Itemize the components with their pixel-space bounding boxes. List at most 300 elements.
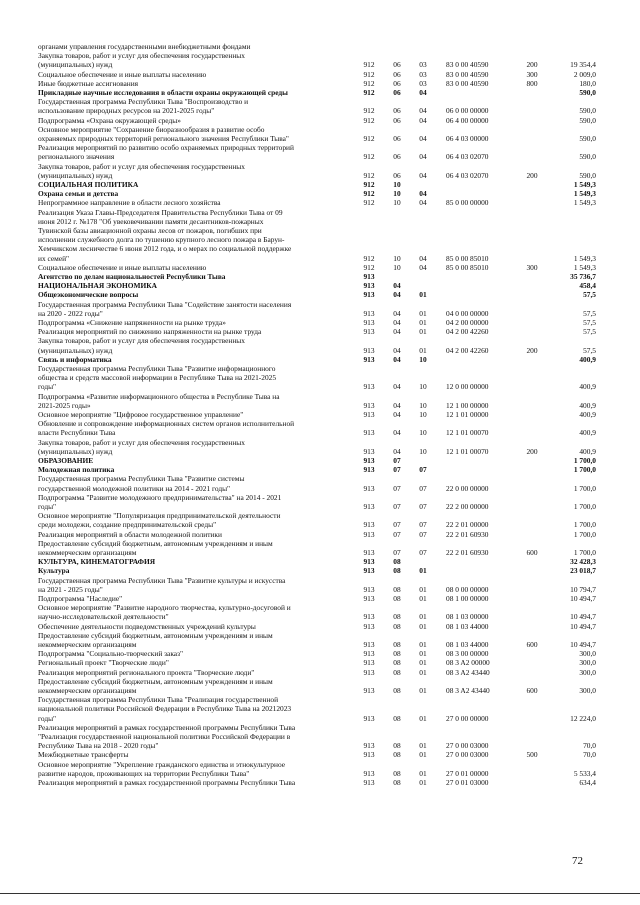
admin-code-cell: 913 [363,308,375,318]
admin-code-cell: 913 [363,455,375,465]
admin-code-cell: 913 [363,483,375,493]
table-row [38,511,598,529]
admin-code-cell: 912 [363,87,375,97]
amount-cell: 590,0 [579,170,596,180]
section-code-cell: 08 [393,750,401,760]
table-row [38,419,598,437]
target-article-code-cell: 12 0 00 00000 [446,382,489,392]
admin-code-cell: 912 [363,253,375,263]
target-article-code-cell: 12 1 00 00000 [446,400,489,410]
section-code-cell: 10 [393,179,401,189]
amount-cell: 1 700,0 [573,455,596,465]
admin-code-cell: 913 [363,584,375,594]
amount-cell: 590,0 [579,87,596,97]
target-article-code-cell: 12 1 01 00000 [446,409,489,419]
section-code-cell: 08 [393,566,401,576]
subsection-code-cell: 01 [419,290,427,300]
section-code-cell: 04 [393,354,401,364]
target-article-code-cell: 83 0 00 40590 [446,60,489,70]
subsection-code-cell: 10 [419,409,427,419]
subsection-code-cell: 07 [419,501,427,511]
row-name: Социальное обеспечение и иные выплаты населению [38,262,207,272]
amount-cell: 400,9 [579,428,596,438]
subsection-code-cell: 01 [419,685,427,695]
subsection-code-cell: 01 [419,317,427,327]
amount-cell: 590,0 [579,133,596,143]
expense-type-code-cell: 200 [526,60,538,70]
table-row [38,263,598,272]
admin-code-cell: 913 [363,777,375,787]
amount-cell: 57,5 [583,308,596,318]
table-row [38,594,598,603]
row-name: Основное мероприятие "Сохранение биоразнообразия в развитие особо охраняемых природных территорий регионального значения Республики Тыва" [38,124,289,143]
section-code-cell: 07 [393,520,401,530]
row-name: Непрограммное направление в области лесного хозяйства [38,198,221,208]
row-name: Предоставление субсидий бюджетным, автономным учреждениям и иным некоммерческим организациям [38,538,273,557]
row-name: Общеэкономические вопросы [38,290,139,300]
target-article-code-cell: 06 4 03 02070 [446,152,489,162]
expense-type-code-cell: 200 [526,345,538,355]
table-row [38,566,598,575]
amount-cell: 634,4 [579,777,596,787]
row-name: Подпрограмма "Наследие" [38,594,123,603]
target-article-code-cell: 08 3 A2 00000 [446,658,490,668]
table-row [38,539,598,557]
subsection-code-cell: 04 [419,253,427,263]
admin-code-cell: 913 [363,529,375,539]
section-code-cell: 07 [393,455,401,465]
table-row [38,750,598,759]
target-article-code-cell: 12 1 01 00070 [446,428,489,438]
section-code-cell: 04 [393,409,401,419]
row-name: Социальное обеспечение и иные выплаты населению [38,69,207,79]
target-article-code-cell: 08 1 03 00000 [446,612,489,622]
row-name: Подпрограмма «Снижение напряженности на рынке труда» [38,318,226,327]
target-article-code-cell: 27 0 00 00000 [446,713,489,723]
amount-cell: 1 700,0 [573,547,596,557]
subsection-code-cell: 07 [419,483,427,493]
section-code-cell: 08 [393,667,401,677]
subsection-code-cell: 01 [419,593,427,603]
section-code-cell: 07 [393,465,401,475]
row-name: Закупка товаров, работ и услуг для обеспечения государственных (муниципальных) нужд [38,161,245,180]
expense-type-code-cell: 300 [526,262,538,272]
row-name: Реализация мероприятий в рамках государственной программы Республики Тыва [38,778,296,787]
amount-cell: 1 549,3 [573,262,596,272]
target-article-code-cell: 06 4 03 02070 [446,170,489,180]
row-name: Предоставление субсидий бюджетным, автономным учреждениям и иным некоммерческим организациям [38,676,273,695]
section-code-cell: 08 [393,621,401,631]
admin-code-cell: 913 [363,271,375,281]
admin-code-cell: 913 [363,566,375,576]
admin-code-cell: 913 [363,501,375,511]
table-row [38,143,598,161]
table-row [38,189,598,198]
row-name: Подпрограмма "Социально-творческий заказ" [38,649,184,659]
target-article-code-cell: 27 0 01 03000 [446,777,489,787]
row-name: Межбюджетные трансферты [38,750,129,760]
admin-code-cell: 913 [363,667,375,677]
table-row [38,668,598,677]
section-code-cell: 08 [393,777,401,787]
table-row [38,778,598,787]
row-name: Реализация мероприятий в рамках государственной программы Республики Тыва "Реализация государственной национальной политики Российской Федерации в Республике Тыва на 2018 - 2020 годы" [38,722,296,751]
subsection-code-cell: 04 [419,152,427,162]
amount-cell: 57,5 [583,327,596,337]
admin-code-cell: 912 [363,106,375,116]
amount-cell: 1 700,0 [573,520,596,530]
amount-cell: 300,0 [579,649,596,659]
amount-cell: 400,9 [579,446,596,456]
row-name: Охрана семьи и детства [38,189,119,199]
target-article-code-cell: 08 1 03 44000 [446,639,489,649]
table-row [38,116,598,125]
subsection-code-cell: 01 [419,584,427,594]
table-row [38,631,598,649]
row-name: Государственная программа Республики Тыва "Воспроизводство и использование природных ресурсов на 2021-2025 годы" [38,97,249,116]
row-name: Основное мероприятие "Цифровое государственное управление" [38,410,244,419]
amount-cell: 19 354,4 [570,60,596,70]
subsection-code-cell: 10 [419,400,427,410]
admin-code-cell: 913 [363,400,375,410]
section-code-cell: 04 [393,281,401,291]
expense-type-code-cell: 500 [526,750,538,760]
target-article-code-cell: 22 2 00 00000 [446,501,489,511]
table-row [38,180,598,189]
table-row [38,198,598,207]
target-article-code-cell: 08 0 00 00000 [446,584,489,594]
amount-cell: 2 009,0 [573,69,596,79]
section-code-cell: 06 [393,106,401,116]
section-code-cell: 10 [393,262,401,272]
table-row [38,603,598,621]
table-row [38,760,598,778]
row-name: ОБРАЗОВАНИЕ [38,456,94,465]
target-article-code-cell: 22 2 01 60930 [446,529,489,539]
row-name: Реализация мероприятий в области молодежной политики [38,529,222,539]
subsection-code-cell: 03 [419,78,427,88]
subsection-code-cell: 01 [419,750,427,760]
admin-code-cell: 913 [363,465,375,475]
amount-cell: 1 549,3 [573,189,596,199]
row-name: Закупка товаров, работ и услуг для обеспечения государственных (муниципальных) нужд [38,51,245,70]
subsection-code-cell: 04 [419,189,427,199]
target-article-code-cell: 83 0 00 40590 [446,78,489,88]
admin-code-cell: 913 [363,685,375,695]
amount-cell: 57,5 [583,317,596,327]
amount-cell: 400,9 [579,400,596,410]
admin-code-cell: 912 [363,198,375,208]
admin-code-cell: 913 [363,428,375,438]
table-row [38,70,598,79]
admin-code-cell: 912 [363,189,375,199]
subsection-code-cell: 01 [419,667,427,677]
table-row [38,658,598,667]
section-code-cell: 06 [393,115,401,125]
row-name: Государственная программа Республики Тыва "Развитие системы государственной молодежной политики на 2014 - 2021 годы" [38,474,245,493]
table-row [38,88,598,97]
table-row [38,79,598,88]
amount-cell: 300,0 [579,685,596,695]
table-row [38,327,598,336]
section-code-cell: 08 [393,612,401,622]
row-name: НАЦИОНАЛЬНАЯ ЭКОНОМИКА [38,281,157,291]
amount-cell: 1 549,3 [573,179,596,189]
table-row [38,97,598,115]
table-row [38,355,598,364]
section-code-cell: 08 [393,584,401,594]
amount-cell: 300,0 [579,658,596,668]
admin-code-cell: 913 [363,382,375,392]
table-row [38,677,598,695]
amount-cell: 1 549,3 [573,253,596,263]
admin-code-cell: 913 [363,520,375,530]
subsection-code-cell: 01 [419,327,427,337]
amount-cell: 1 700,0 [573,501,596,511]
target-article-code-cell: 85 0 00 85010 [446,253,489,263]
section-code-cell: 08 [393,685,401,695]
expense-type-code-cell: 200 [526,446,538,456]
section-code-cell: 04 [393,382,401,392]
table-row [38,51,598,69]
admin-code-cell: 913 [363,741,375,751]
section-code-cell: 04 [393,428,401,438]
subsection-code-cell: 01 [419,612,427,622]
amount-cell: 10 494,7 [570,621,596,631]
amount-cell: 1 700,0 [573,465,596,475]
row-name: Закупка товаров, работ и услуг для обеспечения государственных (муниципальных) нужд [38,336,245,355]
admin-code-cell: 912 [363,170,375,180]
admin-code-cell: 912 [363,78,375,88]
subsection-code-cell: 04 [419,87,427,97]
row-name: Основное мероприятие "Развитие народного творчества, культурно-досуговой и научно-исследовательской деятельности" [38,603,291,622]
row-name: Предоставление субсидий бюджетным, автономным учреждениям и иным некоммерческим организациям [38,630,273,649]
subsection-code-cell: 01 [419,649,427,659]
section-code-cell: 08 [393,713,401,723]
subsection-code-cell: 07 [419,520,427,530]
row-name: органами управления государственными внебюджетными фондами [38,42,251,51]
section-code-cell: 10 [393,198,401,208]
admin-code-cell: 912 [363,69,375,79]
subsection-code-cell: 03 [419,69,427,79]
amount-cell: 23 018,7 [570,566,596,576]
section-code-cell: 07 [393,501,401,511]
admin-code-cell: 913 [363,345,375,355]
target-article-code-cell: 08 1 03 44000 [446,621,489,631]
expense-type-code-cell: 800 [526,78,538,88]
table-row [38,300,598,318]
admin-code-cell: 912 [363,179,375,189]
admin-code-cell: 913 [363,621,375,631]
expense-type-code-cell: 300 [526,69,538,79]
target-article-code-cell: 12 1 01 00070 [446,446,489,456]
amount-cell: 57,5 [583,290,596,300]
row-name: Государственная программа Республики Тыва "Развитие информационного общества и средств массовой информации в Республике Тыва на 2021-2025 годы" [38,364,277,392]
amount-cell: 458,4 [579,281,596,291]
table-row [38,456,598,465]
amount-cell: 10 494,7 [570,639,596,649]
subsection-code-cell: 01 [419,308,427,318]
section-code-cell: 06 [393,87,401,97]
row-name: Обеспечение деятельности подведомственных учреждений культуры [38,621,256,631]
row-name: Молодежная политика [38,465,115,475]
amount-cell: 300,0 [579,667,596,677]
target-article-code-cell: 83 0 00 40590 [446,69,489,79]
table-row [38,290,598,299]
subsection-code-cell: 04 [419,133,427,143]
amount-cell: 10 494,7 [570,593,596,603]
admin-code-cell: 912 [363,133,375,143]
target-article-code-cell: 06 4 03 00000 [446,133,489,143]
admin-code-cell: 913 [363,290,375,300]
subsection-code-cell: 04 [419,198,427,208]
subsection-code-cell: 10 [419,382,427,392]
expense-type-code-cell: 600 [526,547,538,557]
table-row [38,208,598,263]
row-name: Государственная программа Республики Тыва "Реализация государственной национальной политики Российской Федерации в Республике Тыва на 20212023 годы" [38,695,292,723]
subsection-code-cell: 04 [419,115,427,125]
subsection-code-cell: 03 [419,60,427,70]
admin-code-cell: 913 [363,409,375,419]
section-code-cell: 08 [393,658,401,668]
table-row [38,336,598,354]
subsection-code-cell: 01 [419,345,427,355]
subsection-code-cell: 01 [419,566,427,576]
subsection-code-cell: 10 [419,446,427,456]
amount-cell: 35 736,7 [570,271,596,281]
row-name: Подпрограмма «Охрана окружающей среды» [38,115,181,125]
row-name: Реализация Указа Главы-Председателя Правительства Республики Тыва от 09 июня 2012 г. №178 "Об увековечивании памяти десантников-пожарных Тувинской базы авиационной охраны лесов от пожаров, погибших при исполнении служебного долга по тушению крупного лесного пожара в Барун- Хемчикском лесничестве 6 июня 2012 года, и о мерах по социальной поддержке их семей" [38,207,292,263]
target-article-code-cell: 27 0 01 00000 [446,768,489,778]
table-row [38,493,598,511]
row-name: СОЦИАЛЬНАЯ ПОЛИТИКА [38,180,139,189]
row-name: Подпрограмма «Развитие информационного общества в Республике Тыва на 2021-2025 годы» [38,391,280,410]
amount-cell: 400,9 [579,409,596,419]
row-name: Реализация мероприятий по снижению напряженности на рынке труда [38,327,262,337]
table-row [38,622,598,631]
target-article-code-cell: 08 3 A2 43440 [446,685,490,695]
row-name: Реализация мероприятий по развитию особо охраняемых природных территорий регионального значения [38,143,294,162]
section-code-cell: 06 [393,133,401,143]
subsection-code-cell: 04 [419,106,427,116]
section-code-cell: 08 [393,768,401,778]
subsection-code-cell: 01 [419,713,427,723]
table-row [38,474,598,492]
row-name: Государственная программа Республики Тыва "Содействие занятости населения на 2020 - 2022 годы" [38,299,292,318]
subsection-code-cell: 10 [419,428,427,438]
table-row [38,281,598,290]
amount-cell: 180,0 [579,78,596,88]
subsection-code-cell: 01 [419,639,427,649]
row-name: Реализация мероприятий регионального проекта "Творческие люди" [38,667,255,677]
expense-type-code-cell: 200 [526,170,538,180]
admin-code-cell: 913 [363,639,375,649]
target-article-code-cell: 22 2 01 60930 [446,547,489,557]
section-code-cell: 07 [393,483,401,493]
section-code-cell: 07 [393,529,401,539]
row-name: Региональный проект "Творческие люди" [38,658,169,668]
table-row [38,723,598,751]
target-article-code-cell: 85 0 00 00000 [446,198,489,208]
admin-code-cell: 913 [363,547,375,557]
table-row [38,392,598,410]
row-name: Подпрограмма "Развитие молодежного предпринимательства" на 2014 - 2021 годы" [38,492,282,511]
amount-cell: 32 428,3 [570,557,596,567]
expense-type-code-cell: 600 [526,685,538,695]
amount-cell: 5 533,4 [573,768,596,778]
admin-code-cell: 913 [363,649,375,659]
target-article-code-cell: 08 3 A2 43440 [446,667,490,677]
admin-code-cell: 913 [363,658,375,668]
target-article-code-cell: 22 0 00 00000 [446,483,489,493]
admin-code-cell: 913 [363,557,375,567]
bottom-rule [0,893,640,894]
target-article-code-cell: 04 2 00 42260 [446,345,489,355]
admin-code-cell: 913 [363,281,375,291]
row-name: Культура [38,566,70,576]
section-code-cell: 08 [393,649,401,659]
amount-cell: 70,0 [583,750,596,760]
target-article-code-cell: 04 0 00 00000 [446,308,489,318]
row-name: Прикладные научные исследования в области охраны окружающей среды [38,88,288,97]
subsection-code-cell: 07 [419,465,427,475]
amount-cell: 12 224,0 [570,713,596,723]
section-code-cell: 07 [393,547,401,557]
subsection-code-cell: 10 [419,354,427,364]
row-name: Агентство по делам национальностей Республики Тыва [38,272,226,281]
section-code-cell: 08 [393,593,401,603]
target-article-code-cell: 85 0 00 85010 [446,262,489,272]
admin-code-cell: 912 [363,60,375,70]
table-row [38,162,598,180]
admin-code-cell: 912 [363,152,375,162]
table-row [38,695,598,723]
page-number: 72 [572,855,583,867]
table-row [38,410,598,419]
table-row [38,438,598,456]
table-row [38,465,598,474]
target-article-code-cell: 27 0 00 03000 [446,741,489,751]
row-name: Государственная программа Республики Тыва "Развитие культуры и искусства на 2021 - 2025 годы" [38,575,286,594]
admin-code-cell: 913 [363,612,375,622]
amount-cell: 1 700,0 [573,529,596,539]
table-row [38,649,598,658]
target-article-code-cell: 04 2 00 00000 [446,317,489,327]
target-article-code-cell: 22 2 01 00000 [446,520,489,530]
section-code-cell: 04 [393,327,401,337]
section-code-cell: 04 [393,345,401,355]
table-row [38,42,598,51]
amount-cell: 1 700,0 [573,483,596,493]
subsection-code-cell: 04 [419,262,427,272]
section-code-cell: 08 [393,741,401,751]
row-name: КУЛЬТУРА, КИНЕМАТОГРАФИЯ [38,557,156,567]
amount-cell: 590,0 [579,152,596,162]
target-article-code-cell: 06 0 00 00000 [446,106,489,116]
admin-code-cell: 913 [363,317,375,327]
section-code-cell: 06 [393,152,401,162]
admin-code-cell: 913 [363,327,375,337]
subsection-code-cell: 01 [419,777,427,787]
amount-cell: 590,0 [579,106,596,116]
expense-type-code-cell: 600 [526,639,538,649]
section-code-cell: 06 [393,78,401,88]
amount-cell: 400,9 [579,354,596,364]
section-code-cell: 08 [393,639,401,649]
subsection-code-cell: 01 [419,768,427,778]
section-code-cell: 04 [393,400,401,410]
section-code-cell: 10 [393,189,401,199]
